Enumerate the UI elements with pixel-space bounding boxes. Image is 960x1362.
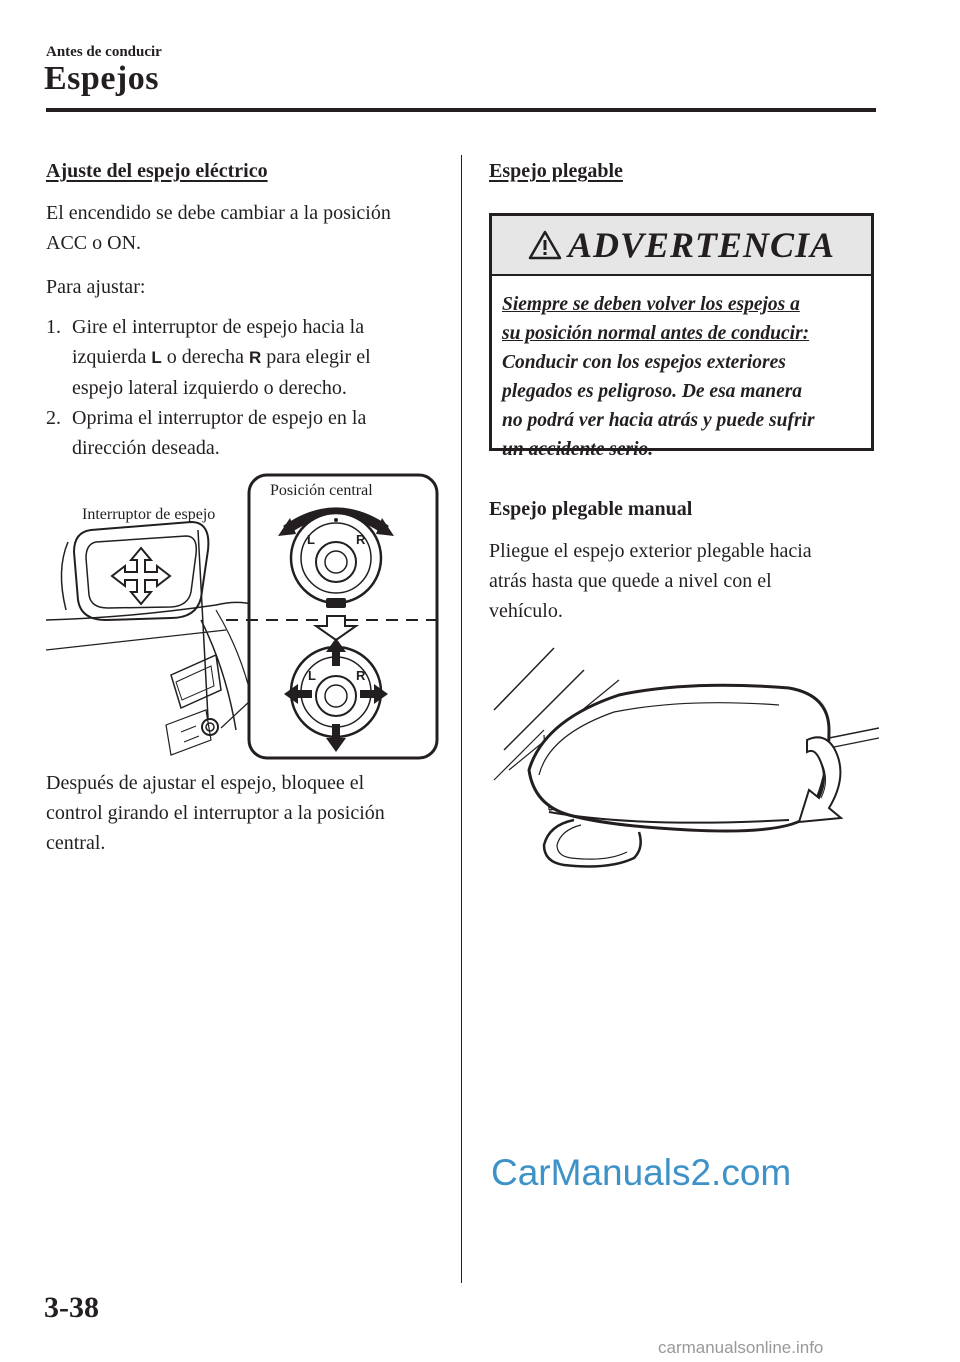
key-r-icon: R bbox=[248, 348, 262, 367]
knob-label-r: R bbox=[356, 668, 366, 683]
warning-title: ADVERTENCIA bbox=[567, 225, 836, 265]
section-title-power-mirror: Ajuste del espejo eléctrico bbox=[46, 160, 268, 182]
warning-body: Siempre se deben volver los espejos a su posición normal antes de conducir: Conducir con los espejos exteriores plegados es peligroso. De esa manera no podrá ver hacia atrás y puede sufrir un accidente serio. bbox=[502, 294, 815, 460]
figure-label-switch: Interruptor de espejo bbox=[82, 506, 216, 523]
warning-box bbox=[489, 213, 874, 460]
manual-fold-title: Espejo plegable manual bbox=[489, 498, 693, 520]
after-adjust-text: Después de ajustar el espejo, bloquee el control girando el interruptor a la posición central. bbox=[46, 772, 385, 854]
list-item: 2. Oprima el interruptor de espejo en la dirección deseada. bbox=[46, 407, 367, 459]
figure-label-center: Posición central bbox=[270, 482, 373, 499]
para-label: Para ajustar: bbox=[46, 276, 146, 298]
warning-triangle-icon bbox=[528, 230, 562, 260]
list-item: 1. Gire el interruptor de espejo hacia la izquierda L o derecha R para elegir el espejo lateral izquierdo o derecho. bbox=[46, 316, 371, 399]
key-l-icon: L bbox=[151, 348, 162, 367]
column-divider bbox=[461, 155, 462, 1283]
steps-list bbox=[46, 312, 461, 463]
page-title: Espejos bbox=[44, 60, 159, 97]
section-title-folding-mirror: Espejo plegable bbox=[489, 160, 623, 182]
manual-fold-text: Pliegue el espejo exterior plegable hacia atrás hasta que quede a nivel con el vehículo. bbox=[489, 540, 812, 622]
page-number: 3-38 bbox=[44, 1291, 99, 1324]
folding-mirror-figure bbox=[489, 640, 879, 880]
header-rule bbox=[46, 108, 876, 112]
warning-header bbox=[492, 216, 871, 276]
watermark-logo: CarManuals2.com bbox=[491, 1152, 792, 1193]
knob-label-r: R bbox=[356, 532, 366, 547]
intro-text: El encendido se debe cambiar a la posición ACC o ON. bbox=[46, 202, 391, 254]
four-way-arrow-icon bbox=[112, 548, 170, 604]
knob-label-l: L bbox=[308, 668, 316, 683]
section-label: Antes de conducir bbox=[46, 44, 162, 60]
footer-url: carmanualsonline.info bbox=[658, 1338, 824, 1357]
knob-label-l: L bbox=[307, 532, 315, 547]
